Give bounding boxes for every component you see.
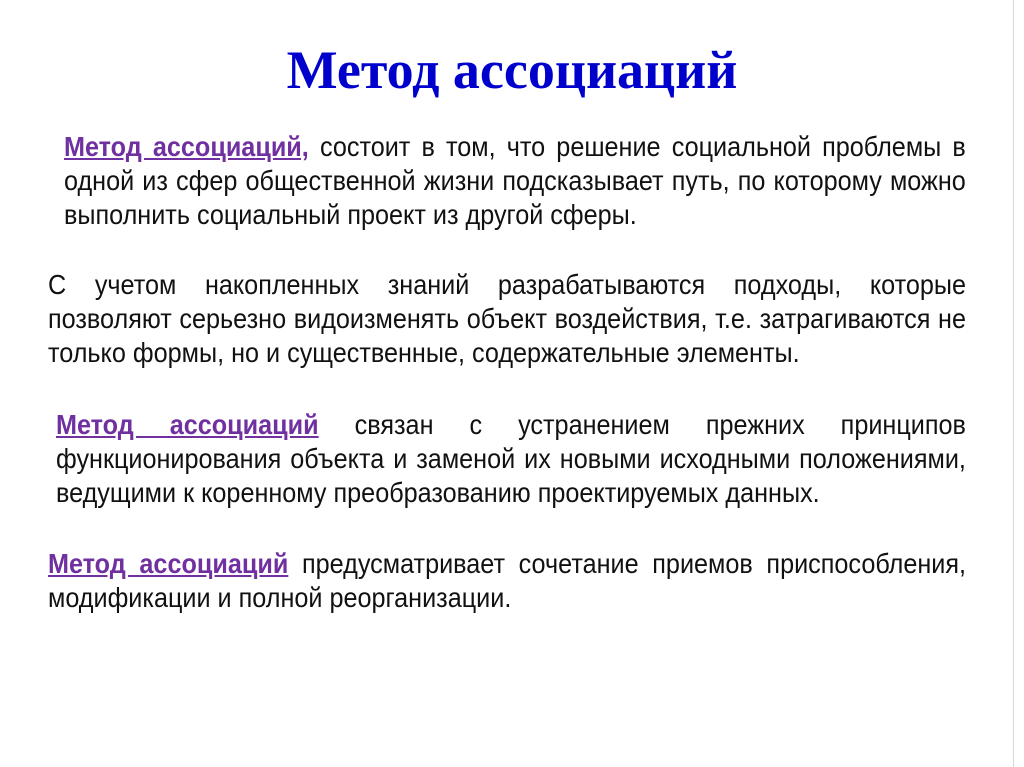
paragraph-4-text: предусматривает сочетание приемов приспособления, модификации и полной реорганизации.	[48, 548, 966, 613]
slide-edge-divider	[1013, 0, 1014, 767]
paragraph-4-highlight: Метод ассоциаций	[48, 548, 289, 579]
paragraph-3	[56, 408, 966, 510]
paragraph-1-text: состоит в том, что решение социальной проблемы в одной из сфер общественной жизни подсказывает путь, по которому можно выполнить социальный проект из другой сферы.	[64, 131, 966, 230]
paragraph-2	[48, 268, 966, 370]
paragraph-4	[48, 547, 966, 615]
paragraph-1	[64, 130, 966, 232]
paragraph-3-text: связан с устранением прежних принципов функционирования объекта и заменой их новыми исходными положениями, ведущими к коренному преобразованию проектируемых данных.	[56, 409, 966, 508]
paragraph-2-text: С учетом накопленных знаний разрабатываются подходы, которые позволяют серьезно видоизменять объект воздействия, т.е. затрагиваются не только формы, но и существенные, содержательные элементы.	[48, 269, 966, 368]
slide-title: Метод ассоциаций	[286, 40, 738, 100]
paragraph-3-highlight: Метод ассоциаций	[56, 409, 319, 440]
paragraph-1-highlight: Метод ассоциаций,	[64, 131, 309, 162]
